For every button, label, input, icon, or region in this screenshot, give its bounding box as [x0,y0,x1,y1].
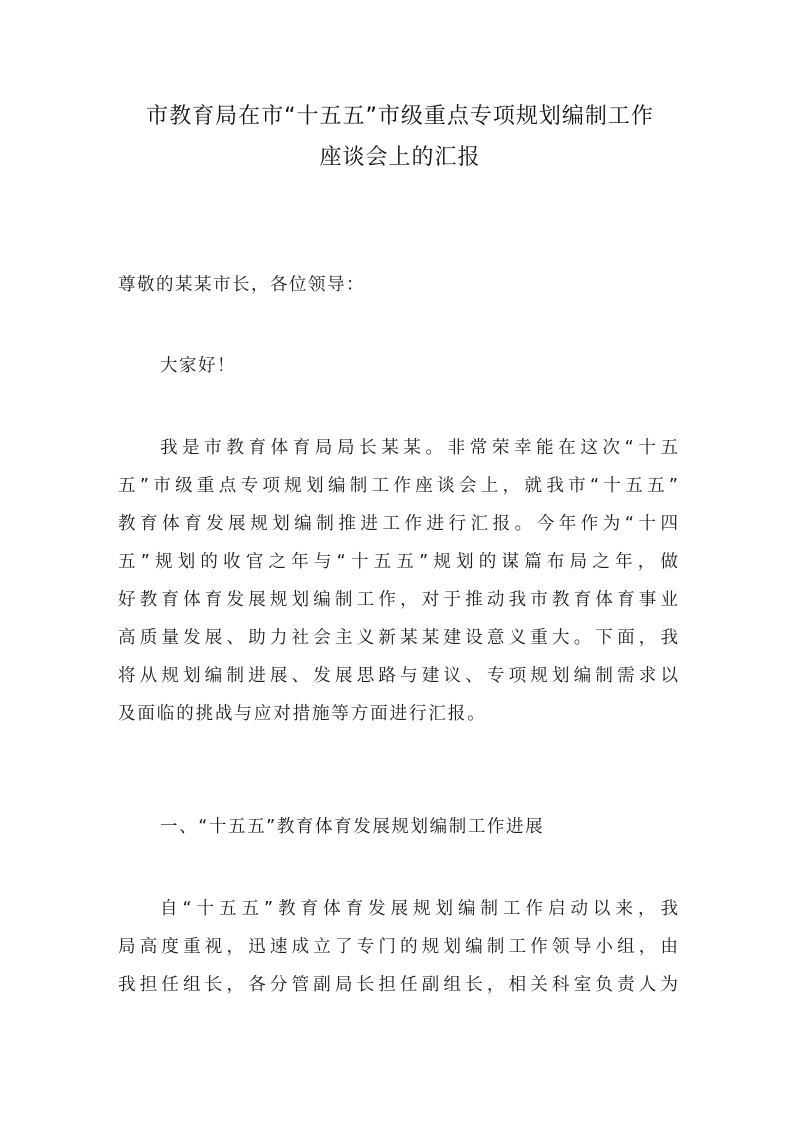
title-line-1: 市教育局在市“十五五”市级重点专项规划编制工作 [146,104,654,129]
title-line-2: 座谈会上的汇报 [319,145,481,170]
intro-line-4: 五”规划的收官之年与“十五五”规划的谋篇布局之年，做 [118,552,678,572]
section-heading: 一、“十五五”教育体育发展规划编制工作进展 [160,817,545,837]
intro-line-2: 五”市级重点专项规划编制工作座谈会上，就我市“十五五” [118,476,678,496]
intro-line-7: 将从规划编制进展、发展思路与建议、专项规划编制需求以 [118,666,678,686]
greeting: 大家好！ [160,356,236,376]
section-line-2: 局高度重视，迅速成立了专门的规划编制工作领导小组，由 [118,937,678,957]
intro-line-1: 我是市教育体育局局长某某。非常荣幸能在这次“十五 [160,438,678,458]
intro-line-5: 好教育体育发展规划编制工作，对于推动我市教育体育事业 [118,590,678,610]
intro-line-6: 高质量发展、助力社会主义新某某建设意义重大。下面，我 [118,628,678,648]
section-line-3: 我担任组长，各分管副局长担任副组长，相关科室负责人为 [118,975,678,995]
intro-line-3: 教育体育发展规划编制推进工作进行汇报。今年作为“十四 [118,514,678,534]
salutation: 尊敬的某某市长，各位领导： [118,275,365,295]
section-line-1: 自“十五五”教育体育发展规划编制工作启动以来，我 [160,899,678,919]
intro-line-8: 及面临的挑战与应对措施等方面进行汇报。 [118,704,487,724]
